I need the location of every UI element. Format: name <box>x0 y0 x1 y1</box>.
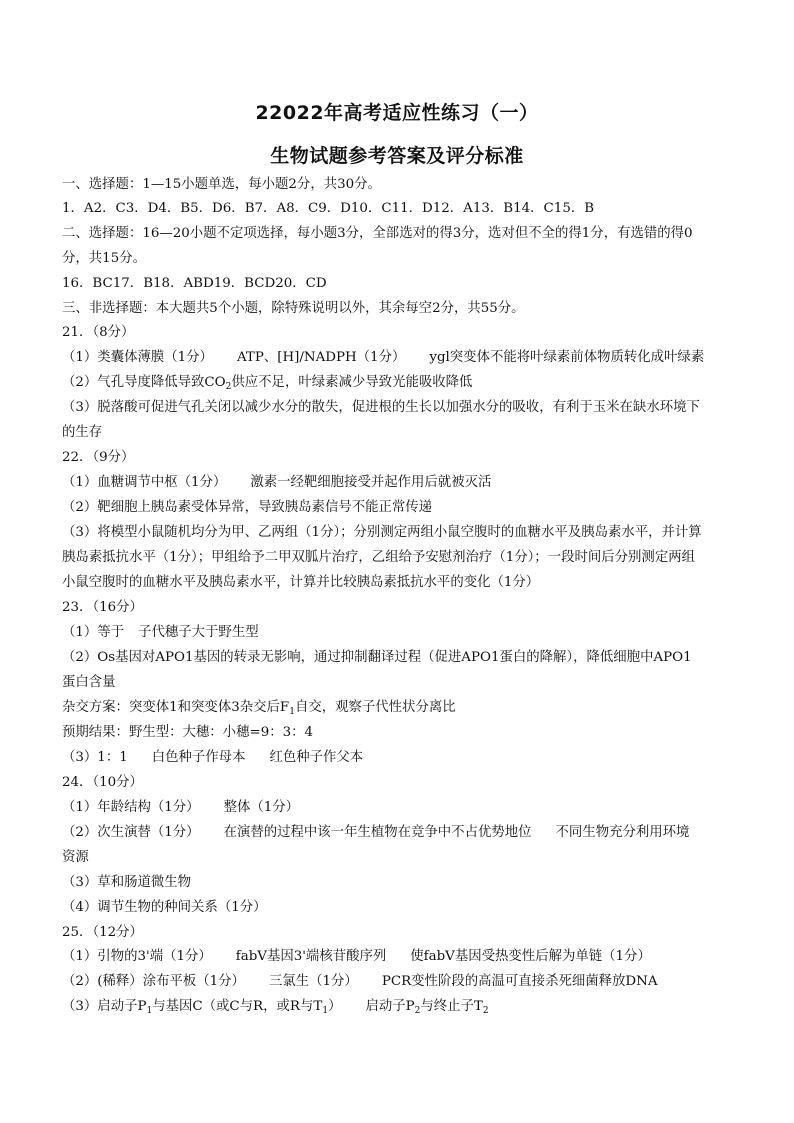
q24-answer-1 <box>62 799 299 817</box>
q21-label: 21．（8分） <box>62 325 135 340</box>
q25-answer-2 <box>62 973 658 991</box>
q21-1-b: ATP、[H]/NADPH（1分） <box>236 350 406 365</box>
q24-label: 24．（10分） <box>62 775 143 790</box>
q23-cross-plan <box>62 699 456 717</box>
q25-3b-sub2: 2 <box>482 1006 489 1016</box>
q24-answer-2-cont: 资源 <box>62 850 89 865</box>
q25-2-b: 三氯生（1分） <box>268 974 358 989</box>
q23-cross-sub: 1 <box>289 707 295 717</box>
q25-3b-pre: 启动子P <box>365 999 415 1014</box>
q23-answer-3 <box>62 749 363 767</box>
q25-2-a: （2）(稀释）涂布平板（1分） <box>62 974 245 989</box>
q21-answer-3: （3）脱落酸可促进气孔关闭以减少水分的散失，促进根的生长以加强水分的吸收，有利于玉米在缺水环境下 <box>62 400 700 415</box>
page-title: 22022年高考适应性练习（一） <box>255 102 539 124</box>
q22-1-a: （1）血糖调节中枢（1分） <box>62 475 227 490</box>
q24-2-b: 在演替的过程中该一年生植物在竞争中不占优势地位 <box>223 825 532 840</box>
q25-1-b: fabV基因3'端核苷酸序列 <box>235 949 387 964</box>
q24-1-b: 整体（1分） <box>223 800 300 815</box>
q25-3b-mid: 与终止子T <box>420 999 483 1014</box>
q24-2-c: 不同生物充分利用环境 <box>555 825 690 840</box>
q23-answer-1 <box>62 624 259 642</box>
q25-3-pre: （3）启动子P <box>62 999 147 1014</box>
q21-1-c: ygl突变体不能将叶绿素前体物质转化成叶绿素 <box>429 350 705 365</box>
q25-3-mid: 与基因C（或C与R，或R与T <box>152 999 323 1014</box>
q21-2-post: 供应不足，叶绿素减少导致光能吸收降低 <box>231 375 473 390</box>
q23-cross-pre: 杂交方案：突变体1和突变体3杂交后F <box>62 700 290 715</box>
q21-answer-1 <box>62 349 704 367</box>
q24-answer-3: （3）草和肠道微生物 <box>62 875 192 890</box>
q22-answer-3: （3）将模型小鼠随机均分为甲、乙两组（1分）；分别测定两组小鼠空腹时的血糖水平及胰岛素水平，并计算 <box>62 525 702 540</box>
q25-3-sub1: 1 <box>146 1006 153 1016</box>
q25-label: 25．（12分） <box>62 925 143 940</box>
q22-answer-3-cont: 胰岛素抵抗水平（1分）；甲组给予二甲双胍片治疗，乙组给予安慰剂治疗（1分）；一段时间后分别测定两组 <box>62 550 695 565</box>
part2-heading-cont: 分，共15分。 <box>62 251 146 266</box>
q23-answer-2: （2）Os基因对APO1基因的转录无影响，通过抑制翻译过程（促进APO1蛋白的降解），降低细胞中APO1 <box>62 650 692 665</box>
q25-1-a: （1）引物的3'端（1分） <box>62 949 212 964</box>
q22-label: 22．（9分） <box>62 450 135 465</box>
q23-expected-result: 预期结果：野生型：大穗：小穗=9：3：4 <box>62 725 314 740</box>
q24-2-a: （2）次生演替（1分） <box>62 825 200 840</box>
q25-answer-1 <box>62 948 651 966</box>
q25-answer-3 <box>62 998 489 1016</box>
q22-1-b: 激素一经靶细胞接受并起作用后就被灭活 <box>250 475 492 490</box>
q22-answer-1 <box>62 474 491 492</box>
q24-answer-4: （4）调节生物的种间关系（1分） <box>62 900 267 915</box>
q25-3-sub2: 1 <box>322 1006 329 1016</box>
q23-3-c: 红色种子作父本 <box>269 750 364 765</box>
part3-heading: 三、非选择题：本大题共5个小题，除特殊说明以外，其余每空2分，共55分。 <box>62 301 525 316</box>
q23-3-b: 白色种子作母本 <box>151 750 246 765</box>
part1-answers: 1．A2．C3．D4．B5．D6．B7．A8．C9．D10．C11．D12．A13．B14．C15．B <box>62 201 595 216</box>
q21-2-sub: 2 <box>225 382 232 392</box>
q23-cross-post: 自交，观察子代性状分离比 <box>294 700 456 715</box>
q22-answer-2: （2）靶细胞上胰岛素受体异常，导致胰岛素信号不能正常传递 <box>62 500 433 515</box>
q21-answer-3-cont: 的生存 <box>62 425 103 440</box>
q23-label: 23．（16分） <box>62 600 143 615</box>
q21-answer-2 <box>62 374 472 392</box>
q23-1-a: （1）等于 <box>62 625 125 640</box>
q23-1-b: 子代穗子大于野生型 <box>138 625 259 640</box>
q23-answer-2-cont: 蛋白含量 <box>62 675 116 690</box>
q22-answer-3-cont2: 小鼠空腹时的血糖水平及胰岛素水平，计算并比较胰岛素抵抗水平的变化（1分） <box>62 575 540 590</box>
q25-2-c: PCR变性阶段的高温可直接杀死细菌释放DNA <box>381 974 658 989</box>
part2-answers: 16．BC17．B18．ABD19．BCD20．CD <box>62 276 327 291</box>
q25-3-end: ） <box>328 999 342 1014</box>
q24-answer-2 <box>62 824 689 842</box>
q21-2-pre: （2）气孔导度降低导致CO <box>62 375 226 390</box>
part1-heading: 一、选择题：1—15小题单选，每小题2分，共30分。 <box>62 177 381 192</box>
page-subtitle: 生物试题参考答案及评分标准 <box>270 145 524 167</box>
q24-1-a: （1）年龄结构（1分） <box>62 800 200 815</box>
q21-1-a: （1）类囊体薄膜（1分） <box>62 350 213 365</box>
q23-3-a: （3）1：1 <box>62 750 128 765</box>
q25-3b-sub1: 2 <box>414 1006 421 1016</box>
part2-heading: 二、选择题：16—20小题不定项选择，每小题3分，全部选对的得3分，选对但不全的得1分，有选错的得0 <box>62 226 693 241</box>
q25-1-c: 使fabV基因受热变性后解为单链（1分） <box>410 949 651 964</box>
